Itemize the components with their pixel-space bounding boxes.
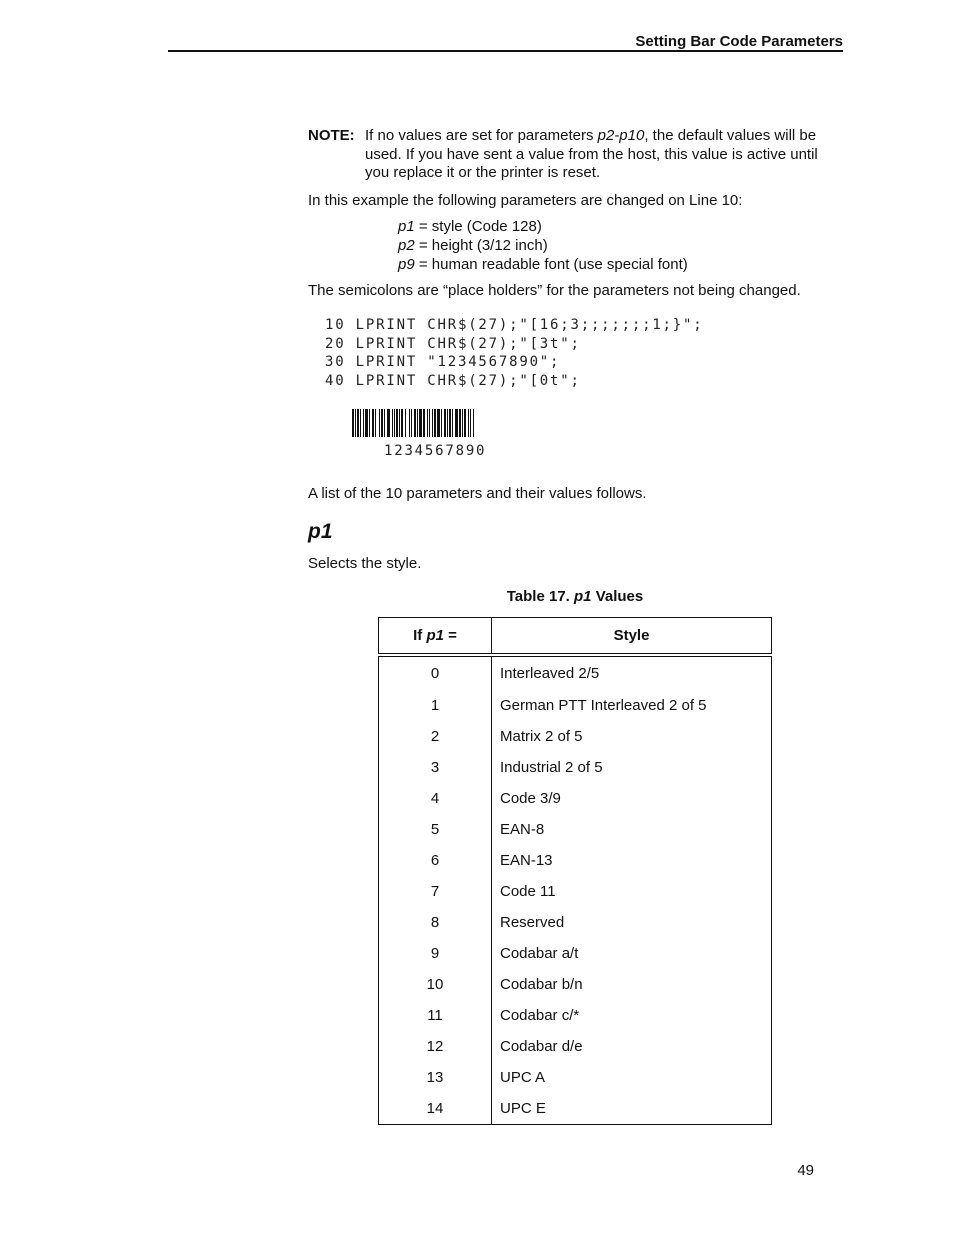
note-params: p2-p10 [597, 127, 645, 144]
row-value: 3 [379, 752, 492, 783]
running-header: Setting Bar Code Parameters [635, 33, 843, 50]
code-line: 30 LPRINT "1234567890"; [325, 354, 561, 370]
row-value: 6 [379, 845, 492, 876]
row-value: 1 [379, 690, 492, 721]
row-value: 2 [379, 721, 492, 752]
row-style: Reserved [500, 914, 565, 931]
param-line [398, 255, 688, 274]
row-style: UPC E [500, 1100, 546, 1117]
code-sample [325, 316, 703, 390]
row-value: 12 [379, 1031, 492, 1062]
row-value: 0 [379, 655, 492, 690]
header-suffix: = [443, 627, 457, 644]
semicolon-paragraph: The semicolons are “place holders” for the parameters not being changed. [308, 282, 801, 299]
row-value: 13 [379, 1062, 492, 1093]
table-row [379, 1000, 772, 1031]
table-row [379, 752, 772, 783]
row-value: 7 [379, 876, 492, 907]
row-style: Code 11 [500, 883, 556, 900]
table-header-row [379, 618, 772, 656]
header-if-p1 [379, 618, 492, 656]
table-row [379, 814, 772, 845]
list-intro-paragraph: A list of the 10 parameters and their values follows. [308, 485, 647, 502]
table-row [379, 938, 772, 969]
row-style: Matrix 2 of 5 [500, 728, 583, 745]
row-style: Codabar c/* [500, 1007, 580, 1024]
table-row [379, 1093, 772, 1125]
row-style: EAN-13 [500, 852, 553, 869]
row-value: 9 [379, 938, 492, 969]
row-style: Codabar b/n [500, 976, 583, 993]
param-desc: = height (3/12 inch) [414, 237, 548, 254]
row-value: 11 [379, 1000, 492, 1031]
caption-prefix: Table 17. [506, 588, 575, 605]
barcode-image [352, 409, 526, 437]
table-row [379, 969, 772, 1000]
row-value: 14 [379, 1093, 492, 1125]
row-value: 8 [379, 907, 492, 938]
code-line: 40 LPRINT CHR$(27);"[0t"; [325, 372, 581, 389]
header-prefix: If [413, 627, 427, 644]
row-style: Industrial 2 of 5 [500, 759, 603, 776]
table-row [379, 1031, 772, 1062]
row-value: 10 [379, 969, 492, 1000]
section-description: Selects the style. [308, 555, 422, 572]
note-text-end: , the default values will be used. If you have sent a value from the host, this value is active until you replace it or the printer is reset. [365, 127, 818, 181]
table-row [379, 845, 772, 876]
param-name: p2 [398, 237, 415, 254]
table-caption [378, 588, 772, 605]
param-desc: = style (Code 128) [414, 218, 542, 235]
param-desc: = human readable font (use special font) [414, 256, 688, 273]
table-row [379, 876, 772, 907]
row-style: Codabar d/e [500, 1038, 583, 1055]
header-rule [168, 50, 843, 52]
row-value: 4 [379, 783, 492, 814]
row-style: UPC A [500, 1069, 546, 1086]
param-line [398, 236, 548, 255]
table-row [379, 1062, 772, 1093]
section-heading: p1 [308, 520, 333, 543]
header-param: p1 [426, 627, 444, 644]
param-line [398, 217, 542, 236]
table-row [379, 907, 772, 938]
param-name: p9 [398, 256, 415, 273]
note-label: NOTE: [308, 127, 355, 144]
caption-suffix: Values [591, 588, 644, 605]
code-line: 20 LPRINT CHR$(27);"[3t"; [325, 335, 581, 352]
intro-paragraph: In this example the following parameters are changed on Line 10: [308, 192, 743, 209]
p1-values-table [378, 617, 772, 1125]
note-text-start: If no values are set for parameters [365, 127, 598, 144]
row-style: EAN-8 [500, 821, 545, 838]
header-style: Style [492, 618, 772, 656]
row-style: Interleaved 2/5 [500, 665, 600, 682]
table-row [379, 655, 772, 690]
param-name: p1 [398, 218, 415, 235]
table-row [379, 721, 772, 752]
row-style: Code 3/9 [500, 790, 561, 807]
row-style: Codabar a/t [500, 945, 579, 962]
table-row [379, 690, 772, 721]
note-text [365, 127, 845, 183]
caption-param: p1 [574, 588, 592, 605]
row-style: German PTT Interleaved 2 of 5 [500, 697, 707, 714]
page-number: 49 [797, 1162, 814, 1179]
code-line: 10 LPRINT CHR$(27);"[16;3;;;;;;;1;}"; [325, 317, 704, 333]
table-row [379, 783, 772, 814]
barcode-human-readable: 1234567890 [384, 443, 487, 459]
row-value: 5 [379, 814, 492, 845]
